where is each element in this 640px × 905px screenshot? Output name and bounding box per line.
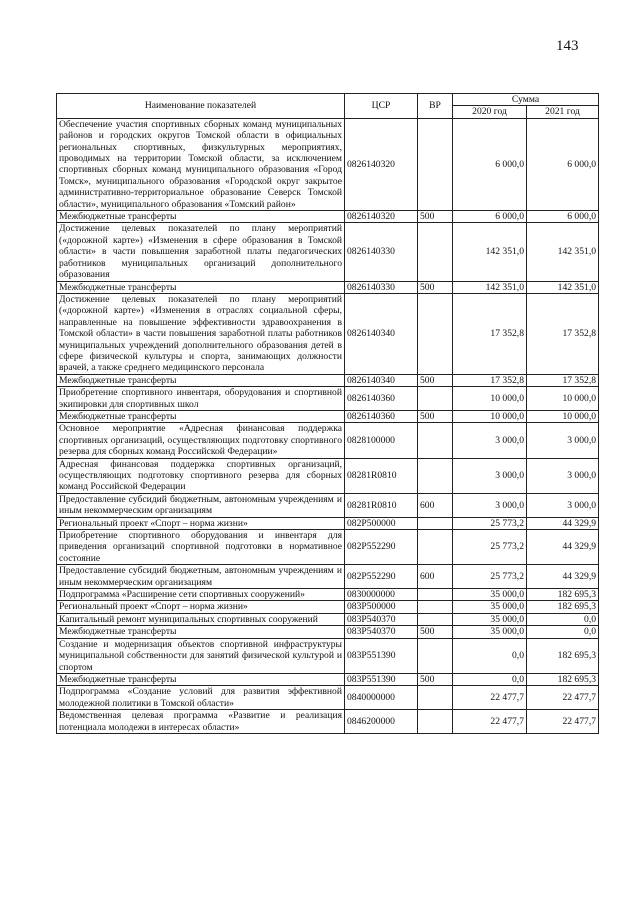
header-name: Наименование показателей	[57, 94, 345, 119]
row-name: Приобретение спортивного оборудования и инвентаря для приведения организаций спортивной подготовки в нормативное состояние	[57, 530, 345, 565]
row-csr: 083P540370	[345, 613, 418, 625]
row-name: Подпрограмма «Создание условий для развития эффективной молодежной политики в Томской области»	[57, 686, 345, 710]
row-name: Основное мероприятие «Адресная финансовая поддержка спортивных организаций, осуществляющих подготовку спортивного резерва для сборных команд Российской Федерации»	[57, 423, 345, 458]
row-vr	[418, 530, 453, 565]
row-name: Межбюджетные трансферты	[57, 211, 345, 223]
row-csr: 0826140360	[345, 387, 418, 411]
row-vr: 500	[418, 673, 453, 685]
row-2020: 25 773,2	[453, 565, 527, 589]
table-row	[57, 673, 599, 685]
header-2021: 2021 год	[527, 106, 599, 118]
row-name: Региональный проект «Спорт – норма жизни»	[57, 517, 345, 529]
row-2021: 44 329,9	[527, 565, 599, 589]
table-row	[57, 293, 599, 374]
row-vr: 600	[418, 565, 453, 589]
table-row	[57, 211, 599, 223]
row-name: Предоставление субсидий бюджетным, автономным учреждениям и иным некоммерческим организациям	[57, 493, 345, 517]
row-vr	[418, 223, 453, 281]
row-name: Подпрограмма «Расширение сети спортивных сооружений»	[57, 589, 345, 601]
table-row	[57, 710, 599, 734]
table-row	[57, 493, 599, 517]
row-vr	[418, 589, 453, 601]
header-csr: ЦСР	[345, 94, 418, 119]
row-2021: 142 351,0	[527, 223, 599, 281]
table-row	[57, 530, 599, 565]
row-2020: 17 352,8	[453, 374, 527, 386]
row-2021: 6 000,0	[527, 118, 599, 210]
row-2021: 182 695,3	[527, 673, 599, 685]
row-csr: 08281R0810	[345, 458, 418, 493]
row-vr: 500	[418, 374, 453, 386]
table-row	[57, 374, 599, 386]
row-2021: 10 000,0	[527, 410, 599, 422]
row-name: Капитальный ремонт муниципальных спортивных сооружений	[57, 613, 345, 625]
row-csr: 08281R0810	[345, 493, 418, 517]
budget-table	[56, 93, 599, 734]
row-2020: 6 000,0	[453, 118, 527, 210]
row-csr: 0826140330	[345, 281, 418, 293]
page-number: 143	[556, 38, 579, 54]
row-2021: 0,0	[527, 613, 599, 625]
row-name: Региональный проект «Спорт – норма жизни»	[57, 601, 345, 613]
row-name: Достижение целевых показателей по плану мероприятий («дорожной карте») «Изменения в отраслях социальной сферы, направленные на повышение эффективности здравоохранения в Томской области» в части повышения заработной платы работников муниципальных учреждений дополнительного образования детей в сфере физической культуры и спорта, занимающих должности врачей, а также среднего медицинского персонала	[57, 293, 345, 374]
header-2020: 2020 год	[453, 106, 527, 118]
row-2020: 3 000,0	[453, 423, 527, 458]
row-2021: 0,0	[527, 626, 599, 638]
row-2020: 22 477,7	[453, 710, 527, 734]
table-row	[57, 613, 599, 625]
table-row	[57, 410, 599, 422]
row-2021: 6 000,0	[527, 211, 599, 223]
row-vr	[418, 517, 453, 529]
header-sum: Сумма	[453, 94, 599, 106]
row-2021: 182 695,3	[527, 589, 599, 601]
row-2020: 25 773,2	[453, 517, 527, 529]
row-name: Создание и модернизация объектов спортивной инфраструктуры муниципальной собственности для занятий физической культурой и спортом	[57, 638, 345, 673]
row-2021: 44 329,9	[527, 517, 599, 529]
table-row	[57, 626, 599, 638]
row-2020: 6 000,0	[453, 211, 527, 223]
row-2020: 35 000,0	[453, 601, 527, 613]
row-csr: 0826140330	[345, 223, 418, 281]
table-row	[57, 638, 599, 673]
row-vr	[418, 458, 453, 493]
row-name: Межбюджетные трансферты	[57, 374, 345, 386]
row-vr	[418, 613, 453, 625]
row-2021: 182 695,3	[527, 638, 599, 673]
row-csr: 082P552290	[345, 530, 418, 565]
row-2021: 142 351,0	[527, 281, 599, 293]
row-csr: 083P551390	[345, 638, 418, 673]
row-2020: 17 352,8	[453, 293, 527, 374]
row-csr: 083P540370	[345, 626, 418, 638]
row-2021: 44 329,9	[527, 530, 599, 565]
row-2020: 3 000,0	[453, 458, 527, 493]
row-vr: 500	[418, 626, 453, 638]
row-name: Адресная финансовая поддержка спортивных организаций, осуществляющих подготовку спортивного резерва для сборных команд Российской Федерации	[57, 458, 345, 493]
row-vr	[418, 638, 453, 673]
row-2021: 22 477,7	[527, 710, 599, 734]
row-csr: 0826140320	[345, 211, 418, 223]
row-name: Межбюджетные трансферты	[57, 626, 345, 638]
row-2020: 25 773,2	[453, 530, 527, 565]
row-csr: 0826140340	[345, 293, 418, 374]
row-csr: 0828100000	[345, 423, 418, 458]
row-2021: 17 352,8	[527, 293, 599, 374]
row-name: Межбюджетные трансферты	[57, 281, 345, 293]
row-name: Достижение целевых показателей по плану мероприятий («дорожной карте») «Изменения в сфере образования в Томской области» в части повышения заработной платы педагогических работников муниципальных организаций дополнительного образования	[57, 223, 345, 281]
row-2020: 0,0	[453, 673, 527, 685]
table-row	[57, 281, 599, 293]
table-row	[57, 458, 599, 493]
row-csr: 0840000000	[345, 686, 418, 710]
row-name: Межбюджетные трансферты	[57, 673, 345, 685]
table-row	[57, 387, 599, 411]
row-vr	[418, 387, 453, 411]
row-2021: 10 000,0	[527, 387, 599, 411]
row-name: Межбюджетные трансферты	[57, 410, 345, 422]
row-2020: 35 000,0	[453, 589, 527, 601]
table-row	[57, 565, 599, 589]
row-2020: 0,0	[453, 638, 527, 673]
table-row	[57, 686, 599, 710]
row-2021: 3 000,0	[527, 493, 599, 517]
row-2020: 142 351,0	[453, 281, 527, 293]
row-2021: 3 000,0	[527, 458, 599, 493]
table-row	[57, 517, 599, 529]
row-csr: 0826140340	[345, 374, 418, 386]
row-2021: 3 000,0	[527, 423, 599, 458]
header-vr: ВР	[418, 94, 453, 119]
row-2020: 3 000,0	[453, 493, 527, 517]
row-csr: 083P500000	[345, 601, 418, 613]
row-2021: 17 352,8	[527, 374, 599, 386]
row-2021: 182 695,3	[527, 601, 599, 613]
table-row	[57, 223, 599, 281]
row-vr	[418, 601, 453, 613]
table-row	[57, 601, 599, 613]
row-2021: 22 477,7	[527, 686, 599, 710]
row-csr: 0830000000	[345, 589, 418, 601]
row-2020: 142 351,0	[453, 223, 527, 281]
row-csr: 083P551390	[345, 673, 418, 685]
row-vr: 500	[418, 410, 453, 422]
row-name: Ведомственная целевая программа «Развитие и реализация потенциала молодежи в интересах области»	[57, 710, 345, 734]
table-row	[57, 423, 599, 458]
row-csr: 0826140360	[345, 410, 418, 422]
row-vr: 500	[418, 281, 453, 293]
row-2020: 35 000,0	[453, 626, 527, 638]
row-vr	[418, 118, 453, 210]
row-csr: 0846200000	[345, 710, 418, 734]
row-csr: 082P552290	[345, 565, 418, 589]
row-name: Обеспечение участия спортивных сборных команд муниципальных районов и городских округов Томской области в официальных региональных спортивных, физкультурных мероприятиях, проводимых на территории Томской области, за исключением спортивных сборных команд муниципального образования «Город Томск», муниципального образования «Городской округ закрытое административно-территориальное образование Северск Томской области», муниципального образования «Томский район»	[57, 118, 345, 210]
row-name: Предоставление субсидий бюджетным, автономным учреждениям и иным некоммерческим организациям	[57, 565, 345, 589]
row-2020: 22 477,7	[453, 686, 527, 710]
table-row	[57, 589, 599, 601]
table-row	[57, 118, 599, 210]
row-vr	[418, 423, 453, 458]
row-2020: 10 000,0	[453, 387, 527, 411]
row-2020: 35 000,0	[453, 613, 527, 625]
row-csr: 082P500000	[345, 517, 418, 529]
row-vr	[418, 293, 453, 374]
row-csr: 0826140320	[345, 118, 418, 210]
row-vr: 500	[418, 211, 453, 223]
row-name: Приобретение спортивного инвентаря, оборудования и спортивной экипировки для спортивных школ	[57, 387, 345, 411]
row-vr	[418, 686, 453, 710]
row-2020: 10 000,0	[453, 410, 527, 422]
row-vr	[418, 710, 453, 734]
row-vr: 600	[418, 493, 453, 517]
